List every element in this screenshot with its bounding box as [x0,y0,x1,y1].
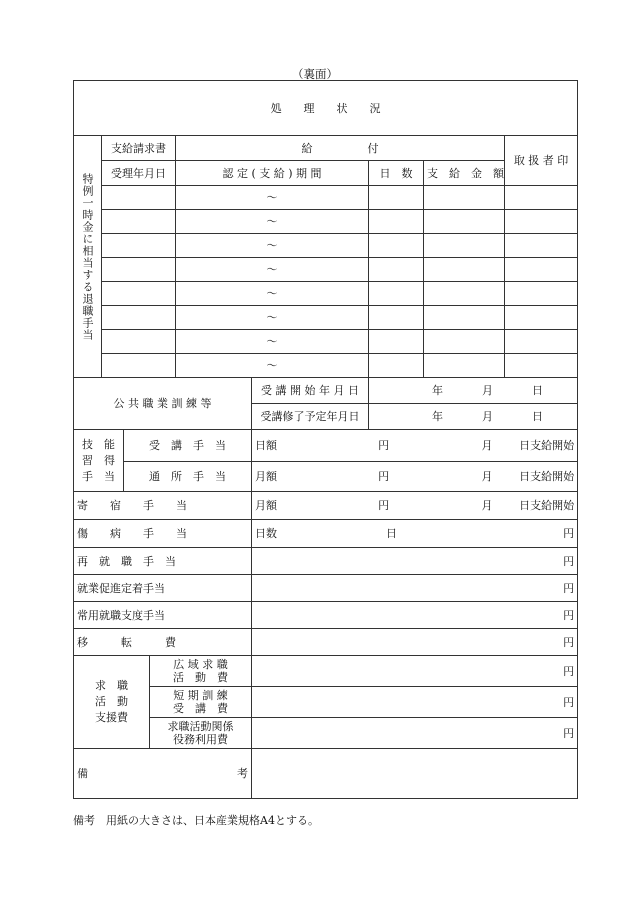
period-cell[interactable]: ～ [176,282,369,306]
days-cell[interactable] [369,306,424,330]
training-end-date[interactable] [369,404,578,430]
regular-support-value[interactable]: 円 [252,602,578,629]
boarding-value[interactable] [252,492,578,520]
wide-area-line1: 広 域 求 職 [173,658,228,671]
special-side-label: 特例一時金に相当する退職手当 [74,136,102,378]
amount-cell[interactable] [424,234,505,258]
page-header: （裏面） [292,67,338,81]
sickness-value[interactable] [252,520,578,548]
boarding-label: 寄 宿 手 当 [74,492,252,520]
commute-value[interactable] [252,462,578,492]
wide-area-line2: 活 動 費 [173,671,228,684]
period-cell[interactable]: ～ [176,330,369,354]
handler-cell[interactable] [505,210,578,234]
days-cell[interactable] [369,354,424,378]
period-cell[interactable]: ～ [176,186,369,210]
month-label: 月 [481,499,493,512]
service-line1: 求職活動関係 [167,720,234,733]
job-search-group-label: 求 職 活 動 支援費 [74,656,150,749]
processing-status-table [73,80,578,799]
short-training-label [150,687,252,718]
request-date-cell[interactable] [102,306,176,330]
period-cell[interactable]: ～ [176,306,369,330]
request-date-cell[interactable] [102,210,176,234]
monthly-amount-label: 月額 [255,499,277,512]
days-cell[interactable] [369,210,424,234]
start-label: 日支給開始 [519,499,575,512]
amount-cell[interactable] [424,354,505,378]
handler-cell[interactable] [505,306,578,330]
request-date-cell[interactable] [102,354,176,378]
employment-promotion-value[interactable]: 円 [252,575,578,602]
yen-label: 円 [378,439,390,452]
skill-group-label: 技 能 習 得 手 当 [74,430,124,492]
wide-area-value[interactable]: 円 [252,656,578,687]
table-title: 処 理 状 況 [74,81,578,136]
daily-amount-label: 日額 [255,439,277,452]
handler-cell[interactable] [505,186,578,210]
remarks-label [74,749,252,799]
yen-label: 円 [378,470,390,483]
day-label: 日 [532,410,543,423]
short-training-line2: 受 講 費 [173,702,228,715]
period-cell[interactable]: ～ [176,258,369,282]
request-date-cell[interactable] [102,282,176,306]
attendance-label: 受 講 手 当 [124,430,252,462]
handler-cell[interactable] [505,354,578,378]
month-label: 月 [481,470,493,483]
sickness-label: 傷 病 手 当 [74,520,252,548]
col-payment: 給 付 [176,136,505,161]
amount-cell[interactable] [424,258,505,282]
reemployment-value[interactable]: 円 [252,548,578,575]
amount-cell[interactable] [424,330,505,354]
short-training-line1: 短 期 訓 練 [173,689,228,702]
request-date-cell[interactable] [102,234,176,258]
days-cell[interactable] [369,234,424,258]
relocation-value[interactable]: 円 [252,629,578,656]
footnote: 備考 用紙の大きさは、日本産業規格A4とする。 [73,814,319,827]
period-cell[interactable]: ～ [176,234,369,258]
yen-label: 円 [378,499,390,512]
year-label: 年 [432,410,443,423]
remarks-label-right: 考 [237,767,248,780]
day-label: 日 [532,384,543,397]
col-handler: 取 扱 者 印 [505,136,578,186]
remarks-label-left: 備 [77,767,88,780]
training-start-date[interactable] [369,378,578,404]
reemployment-label: 再 就 職 手 当 [74,548,252,575]
training-label: 公 共 職 業 訓 練 等 [74,378,252,430]
request-date-cell[interactable] [102,258,176,282]
handler-cell[interactable] [505,258,578,282]
relocation-label: 移 転 費 [74,629,252,656]
attendance-value[interactable] [252,430,578,462]
handler-cell[interactable] [505,282,578,306]
wide-area-label [150,656,252,687]
period-cell[interactable]: ～ [176,354,369,378]
remarks-value[interactable] [252,749,578,799]
commute-label: 通 所 手 当 [124,462,252,492]
regular-support-label: 常用就職支度手当 [74,602,252,629]
col-period: 認 定 ( 支 給 ) 期 間 [176,161,369,186]
year-label: 年 [432,384,443,397]
col-request-line1: 支給請求書 [102,136,176,161]
col-days: 日 数 [369,161,424,186]
service-label [150,718,252,749]
training-start-label: 受 講 開 始 年 月 日 [252,378,369,404]
request-date-cell[interactable] [102,330,176,354]
request-date-cell[interactable] [102,186,176,210]
service-line2: 役務利用費 [173,733,228,746]
start-label: 日支給開始 [519,439,575,452]
amount-cell[interactable] [424,306,505,330]
yen-label: 円 [563,527,575,540]
handler-cell[interactable] [505,234,578,258]
days-label: 日数 [255,527,277,540]
days-cell[interactable] [369,258,424,282]
handler-cell[interactable] [505,330,578,354]
day-unit-label: 日 [386,527,397,540]
days-cell[interactable] [369,282,424,306]
monthly-amount-label: 月額 [255,470,277,483]
short-training-value[interactable]: 円 [252,687,578,718]
amount-cell[interactable] [424,210,505,234]
days-cell[interactable] [369,186,424,210]
col-amount: 支 給 金 額 [424,161,505,186]
service-value[interactable]: 円 [252,718,578,749]
days-cell[interactable] [369,330,424,354]
month-label: 月 [482,410,493,423]
start-label: 日支給開始 [519,470,575,483]
month-label: 月 [482,384,493,397]
period-cell[interactable]: ～ [176,210,369,234]
month-label: 月 [481,439,493,452]
amount-cell[interactable] [424,282,505,306]
employment-promotion-label: 就業促進定着手当 [74,575,252,602]
col-request-line2: 受理年月日 [102,161,176,186]
amount-cell[interactable] [424,186,505,210]
training-end-label: 受講修了予定年月日 [252,404,369,430]
